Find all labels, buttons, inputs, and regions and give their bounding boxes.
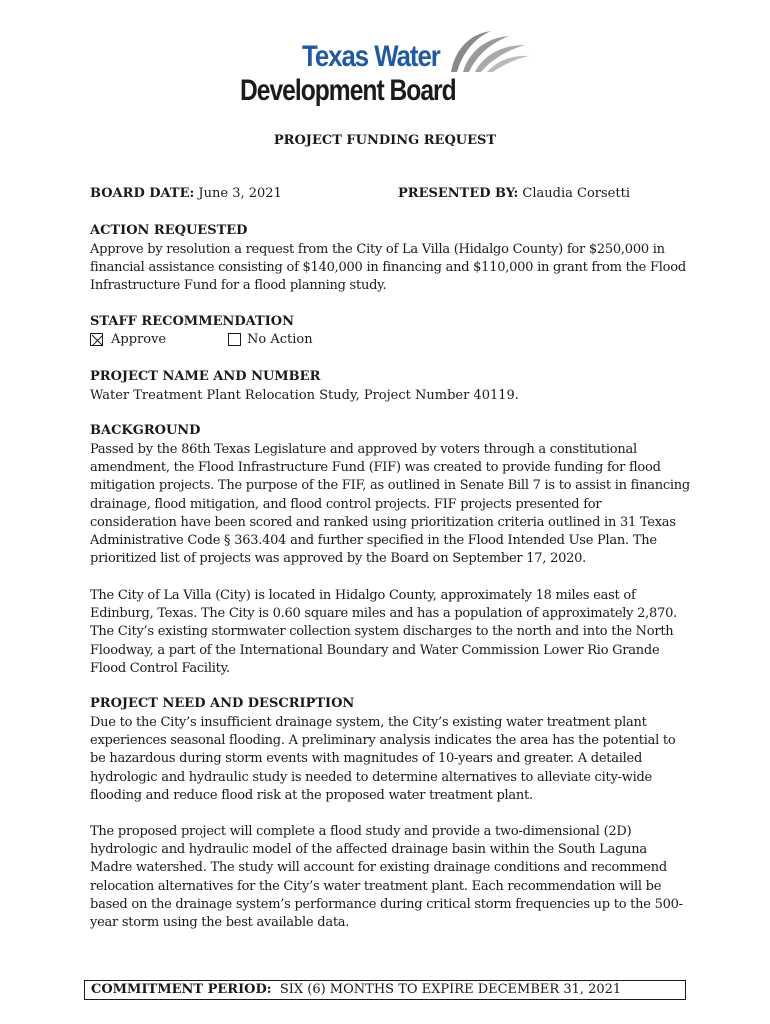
- commitment-period-label: COMMITMENT PERIOD:: [91, 982, 272, 997]
- page-title: PROJECT FUNDING REQUEST: [273, 133, 497, 148]
- commitment-period-value: SIX (6) MONTHS TO EXPIRE DECEMBER 31, 2021: [271, 982, 622, 997]
- background-paragraph-2: The City of La Villa (City) is located in Hidalgo County, approximately 18 miles east of Edinburg, Texas. The City is 0.60 square miles and has a population of approximately 2,870. The City’s existing stormwater collection system discharges to the north and into the North Floodway, a part of the International Boundary and Water Commission Lower Rio Grande Flood Control Facility.: [90, 588, 677, 676]
- approve-label: Approve: [111, 332, 167, 347]
- presented-by: [398, 186, 630, 201]
- background-paragraph-1: Passed by the 86th Texas Legislature and approved by voters through a constitutional amendment, the Flood Infrastructure Fund (FIF) was created to provide funding for flood mitigation projects. The purpose of the FIF, as outlined in Senate Bill 7 is to assist in financing drainage, flood mitigation, and flood control projects. FIF projects presented for consideration have been scored and ranked using prioritization criteria outlined in 31 Texas Administrative Code § 363.404 and further specified in the Flood Intended Use Plan. The prioritized list of projects was approved by the Board on September 17, 2020.: [90, 442, 690, 567]
- board-date: [90, 186, 282, 201]
- project-need-paragraph-1: Due to the City’s insufficient drainage system, the City’s existing water treatment plant experiences seasonal flooding. A preliminary analysis indicates the area has the potential to be hazardous during storm events with magnitudes of 10-years and greater. A detailed hydrologic and hydraulic study is needed to determine alternatives to alleviate city-wide flooding and reduce flood risk at the proposed water treatment plant.: [90, 715, 676, 803]
- board-date-value: June 3, 2021: [194, 186, 282, 201]
- no-action-label: No Action: [247, 332, 313, 347]
- project-need-paragraph-2: The proposed project will complete a flood study and provide a two-dimensional (2D) hydrologic and hydraulic model of the affected drainage basin within the South Laguna Madre watershed. The study will account for existing drainage conditions and recommend relocation alternatives for the City’s water treatment plant. Each recommendation will be based on the drainage system’s performance during critical storm frequencies up to the 500-year storm using the best available data.: [90, 824, 683, 931]
- board-date-label: BOARD DATE:: [90, 186, 195, 201]
- logo-text-line1: Texas Water: [302, 40, 440, 73]
- action-requested-text: Approve by resolution a request from the City of La Villa (Hidalgo County) for $250,000 in financial assistance consisting of $140,000 in financing and $110,000 in grant from the Flood Infrastructure Fund for a flood planning study.: [90, 242, 686, 294]
- twdb-logo: [240, 28, 530, 110]
- approve-checkbox[interactable]: [90, 333, 103, 346]
- presented-by-value: Claudia Corsetti: [518, 186, 630, 201]
- presented-by-label: PRESENTED BY:: [398, 186, 519, 201]
- staff-recommendation-heading: STAFF RECOMMENDATION: [90, 314, 294, 329]
- project-need-heading: PROJECT NEED AND DESCRIPTION: [90, 696, 355, 711]
- swoosh-logo-icon: [445, 28, 531, 74]
- project-name-text: Water Treatment Plant Relocation Study, Project Number 40119.: [90, 388, 519, 403]
- commitment-period-box: [84, 980, 686, 1000]
- background-heading: BACKGROUND: [90, 423, 201, 438]
- action-requested-heading: ACTION REQUESTED: [90, 223, 248, 238]
- checkmark-x-icon: [91, 334, 104, 347]
- no-action-checkbox[interactable]: [228, 333, 241, 346]
- project-name-heading: PROJECT NAME AND NUMBER: [90, 369, 321, 384]
- logo-text-line2: Development Board: [240, 74, 456, 107]
